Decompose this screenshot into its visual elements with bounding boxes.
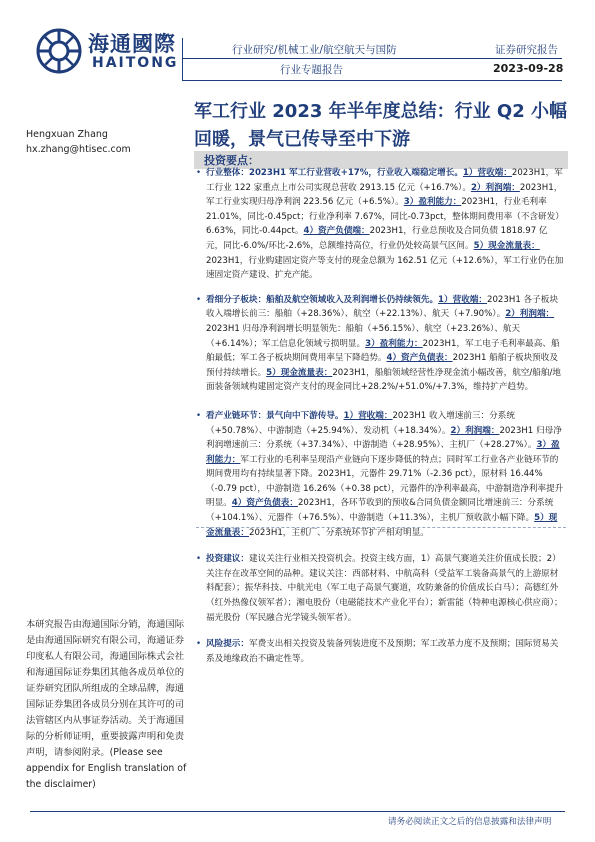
header-separator <box>182 38 183 80</box>
key-point-subheading: 2）利润端： <box>505 309 555 320</box>
logo-text-cn: 海通國際 <box>88 32 176 56</box>
key-point-subheading: 5）现金流量表： <box>206 513 558 538</box>
disclaimer-text: 本研究报告由海通国际分销，海通国际是由海通国际研究有限公司，海通证券印度私人有限公司，海通国际株式会社和海通国际证券集团其他各成员单位的证券研究团队所组成的全球品牌，海通国际证券集团各成员分别在其许可的司法管辖区内从事证券活动。关于海通国际的分析师证明，重要披露声明和免责声明，请参阅附录。(Please see appendix for English translation of the disclaimer) <box>26 619 187 790</box>
analyst-name: Hengxuan Zhang <box>26 129 108 140</box>
bullet-icon: • <box>196 554 202 565</box>
key-point-lead: 投资建议： <box>206 554 249 565</box>
key-point-subheading: 1）营收端： <box>343 410 393 421</box>
key-point-subheading: 3）盈利能力： <box>403 197 462 208</box>
key-point-text: 2023H1 归母净利润增长明显领先：船舶（+56.15%）、航空（+23.26%）、航天（+6.14%）；军工信息化领域亏损明显。 <box>206 323 521 349</box>
key-point-item <box>196 166 564 283</box>
key-point-text: 2023H1 收入增速前三：分系统（+50.78%）、中游制造（+25.94%）、发动机（+18.34%）。 <box>206 410 515 436</box>
key-point-subheading: 5）现金流量表： <box>266 367 333 378</box>
bullet-icon: • <box>196 168 202 178</box>
key-point-text: 2023H1 船舶子板块预收及预付持续增长。 <box>206 353 558 378</box>
key-point-lead: 看产业链环节：景气向中下游传导。 <box>206 410 344 421</box>
key-point-subheading: 4）资产负债端： <box>303 226 370 237</box>
key-point-text: 2023H1 归母净利润增速前三：分系统（+37.34%）、中游制造（+28.95%）、主机厂（+28.27%）。 <box>206 425 562 451</box>
key-point-text: 建议关注行业相关投资机会。投资主线方面，1）高景气赛道关注价值成长股；2）关注存在改革空间的品种。建议关注：西部材料、中航高科（受益军工装备高景气的上游原材料配套）；振华科技、中航光电（军工电子高景气赛道，攻防兼备的价值成长白马）；高德红外（红外热像仪领军者）；湘电股份（电磁能技术产业化平台）；新雷能（特种电源核心供应商）；福光股份（军民融合光学镜头领军者）。 <box>206 554 563 623</box>
key-point-text: 2023H1，行业总预收及合同负债 1818.97 亿元，同比-6.0%/环比-2.6%，总额维持高位，行业仍处较高景气区间。 <box>206 226 548 251</box>
key-point-item <box>196 409 564 540</box>
key-point-text: 2023H1，各环节收到的预收&合同负债金额同比增速前三：分系统（+104.1%）、元器件（+76.5%）、中游制造（+11.3%），主机厂预收款小幅下降。 <box>206 498 554 524</box>
key-point-text: 军工行业的毛利率呈现沿产业链向下逐步降低的特点；同时军工行业各产业链环节的期间费用均有持续显著下降。2023H1，元器件 29.71%（-2.36 pct），原材料 16.44%（-0.79 pct），中游制造 16.26%（+0.38 pct），元器件的净利率最高，中游制造净利率提升明显。 <box>206 454 564 509</box>
logo-text-en: HAITONG <box>92 55 179 71</box>
key-point-text: 2023H1，军工行业实现归母净利润 223.56 亿元（+6.5%）。 <box>206 182 563 208</box>
key-point-text: 2023H1，行业购建固定资产等支付的现金总额为 162.51 亿元（+12.6%），军工行业仍在加速固定资产建设、扩充产能。 <box>206 255 564 281</box>
key-point-subheading: 5）现金流量表： <box>473 240 540 251</box>
footer-notice: 请务必阅读正文之后的信息披露和法律声明 <box>388 817 552 827</box>
bullet-icon: • <box>196 410 202 421</box>
key-point-text: 军费支出相关投资及装备列装进度不及预期；军工改革力度不及预期；国际贸易关系及地缘政治不确定性等。 <box>206 639 559 664</box>
report-type: 证券研究报告 <box>495 44 558 56</box>
key-points-label: 投资要点： <box>204 154 259 167</box>
key-point-lead: 风险提示： <box>206 639 249 650</box>
header-rule-middle <box>182 58 562 59</box>
key-point-subheading: 2）利润端： <box>470 182 520 193</box>
key-point-subheading: 1）营收端： <box>462 168 512 178</box>
report-date: 2023-09-28 <box>493 62 564 75</box>
key-point-text: 2023H1，军工电子毛利率最高、船舶最低；军工各子板块期间费用率呈下降趋势。 <box>206 338 560 364</box>
key-point-item <box>196 293 564 395</box>
bullet-icon: • <box>196 639 202 650</box>
analyst-email[interactable]: hx.zhang@htisec.com <box>26 144 131 155</box>
key-point-subheading: 4）资产负债表： <box>231 498 298 509</box>
key-point-subheading: 3）盈利能力： <box>206 440 560 465</box>
key-point-text: 2023H1，主机厂、分系统环节扩产相对明显。 <box>248 527 429 538</box>
report-category: 行业专题报告 <box>280 64 343 76</box>
key-point-text: 2023H1 各子板块收入端增长前三：船舶（+28.36%）、航空（+22.13%）、航天（+7.90%）。 <box>206 294 558 320</box>
key-point-item <box>196 552 564 625</box>
section-divider <box>196 527 566 528</box>
key-point-lead: 行业整体：2023H1 军工行业营收+17%，行业收入端稳定增长。 <box>206 168 463 178</box>
footer-rule <box>30 811 565 812</box>
key-point-item <box>196 637 564 666</box>
key-point-text: 2023H1，军工行业 122 家重点上市公司实现总营收 2913.15 亿元（+16.7%）。 <box>206 168 563 193</box>
breadcrumb: 行业研究/机械工业/航空航天与国防 <box>232 44 397 56</box>
header-rule-bottom <box>182 80 562 81</box>
key-point-text: 2023H1，行业毛利率 21.01%，同比-0.45pct；行业净利率 7.67%，同比-0.73pct，整体期间费用率（不含研发）6.63%，同比-0.44pct。 <box>206 197 564 237</box>
analyst-info <box>26 127 131 157</box>
key-point-text: 2023H1，船舶领域经营性净现金流小幅改善，航空/船舶/地面装备领域构建固定资产支付的现金同比+28.2%/+51.0%/+7.3%，维持扩产趋势。 <box>206 367 561 393</box>
bullet-icon: • <box>196 294 202 305</box>
key-point-subheading: 2）利润端： <box>450 425 500 436</box>
key-point-lead: 看细分子板块：船舶及航空领域收入及利润增长仍持续领先。 <box>206 294 439 305</box>
key-points-list <box>196 166 564 666</box>
page-title: 军工行业 2023 年半年度总结：行业 Q2 小幅回暖，景气已传导至中下游 <box>194 101 567 150</box>
key-point-subheading: 1）营收端： <box>438 294 487 305</box>
key-point-subheading: 3）盈利能力： <box>365 338 423 349</box>
haitong-logo-icon <box>36 28 82 74</box>
key-point-subheading: 4）资产负债表： <box>386 353 453 364</box>
